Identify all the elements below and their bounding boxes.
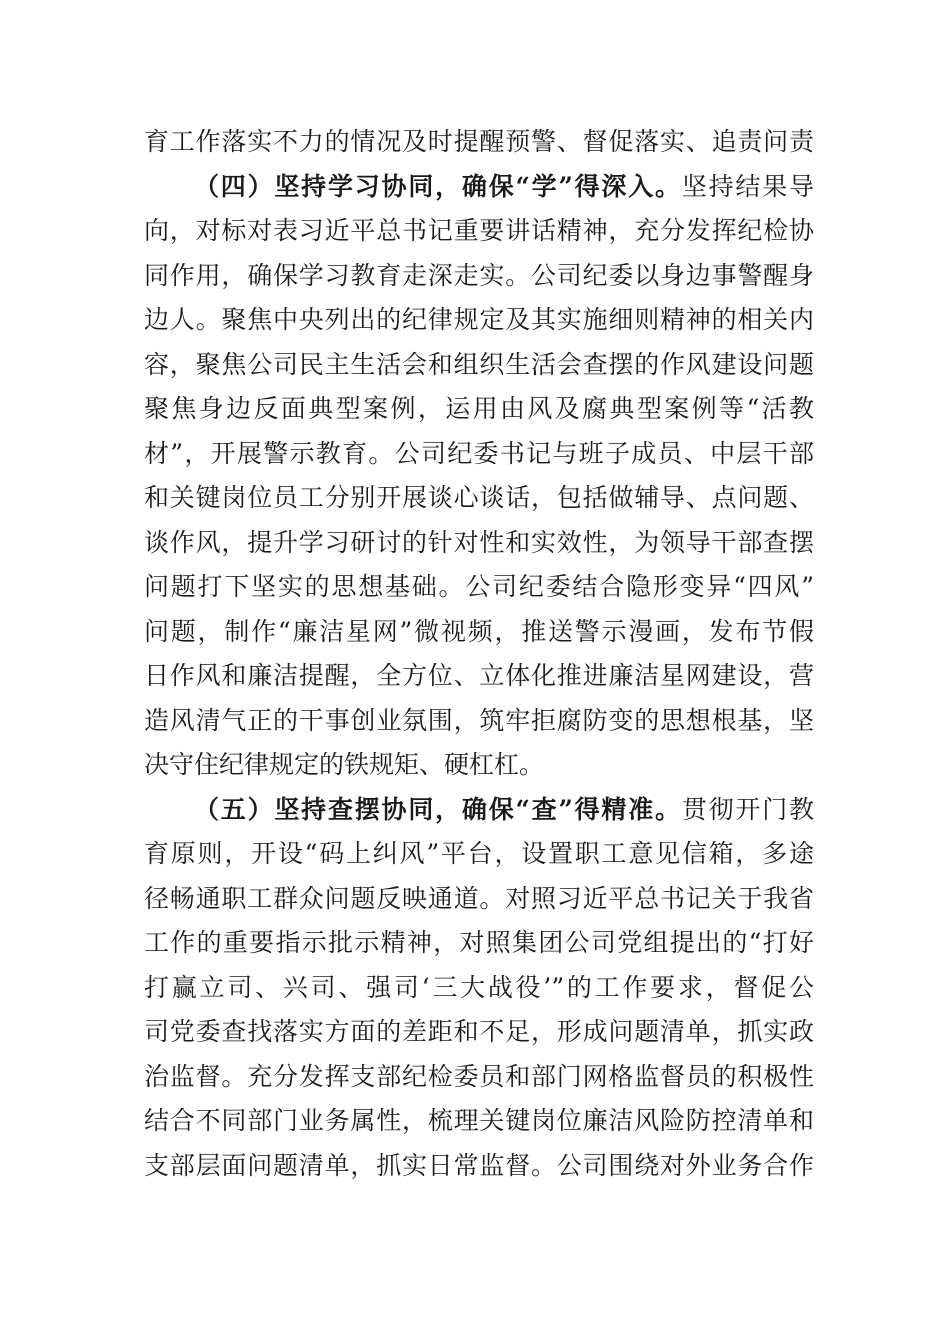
section-4-line: 问题，制作“廉洁星网”微视频，推送警示漫画，发布节假 xyxy=(144,617,814,646)
section-5-line: 结合不同部门业务属性，梳理关键岗位廉洁风险防控清单和 xyxy=(144,1106,814,1135)
section-5-first-line xyxy=(194,789,814,831)
section-4-last-line: 决守住纪律规定的铁规矩、硬杠杠。 xyxy=(144,750,545,779)
section-5-line: 司党委查找落实方面的差距和不足，形成问题清单，抓实政 xyxy=(144,1017,814,1046)
section-5-line: 支部层面问题清单，抓实日常监督。公司围绕对外业务合作 xyxy=(144,1151,814,1180)
section-4-line: 谈作风，提升学习研讨的针对性和实效性，为领导干部查摆 xyxy=(144,528,814,557)
section-4-line: 日作风和廉洁提醒，全方位、立体化推进廉洁星网建设，营 xyxy=(144,661,814,690)
section-4-first-line-text: 坚持结果导 xyxy=(681,172,814,201)
paragraph-tail-line: 育工作落实不力的情况及时提醒预警、督促落实、追责问责 xyxy=(144,127,814,156)
section-4-line: 同作用，确保学习教育走深走实。公司纪委以身边事警醒身 xyxy=(144,261,814,290)
section-4-line: 材”，开展警示教育。公司纪委书记与班子成员、中层干部 xyxy=(144,439,814,468)
section-4-line: 造风清气正的干事创业氛围，筑牢拒腐防变的思想根基，坚 xyxy=(144,706,814,735)
section-5-first-line-text: 贯彻开门教 xyxy=(681,795,814,824)
section-5-heading: （五）坚持查摆协同，确保“查”得精准。 xyxy=(194,795,682,824)
section-4-line: 聚焦身边反面典型案例，运用由风及腐典型案例等“活教 xyxy=(144,394,814,423)
section-4-line: 和关键岗位员工分别开展谈心谈话，包括做辅导、点问题、 xyxy=(144,483,814,512)
section-5-line: 径畅通职工群众问题反映通道。对照习近平总书记关于我省 xyxy=(144,884,814,913)
section-4-first-line xyxy=(194,166,814,208)
section-4-line: 问题打下坚实的思想基础。公司纪委结合隐形变异“四风” xyxy=(144,572,814,601)
section-4-line: 边人。聚焦中央列出的纪律规定及其实施细则精神的相关内 xyxy=(144,305,814,334)
section-5-line: 治监督。充分发挥支部纪检委员和部门网格监督员的积极性 xyxy=(144,1062,814,1091)
section-5-line: 打赢立司、兴司、强司‘三大战役’”的工作要求，督促公 xyxy=(144,973,814,1002)
section-5-line: 育原则，开设“码上纠风”平台，设置职工意见信箱，多途 xyxy=(144,839,814,868)
section-4-line: 向，对标对表习近平总书记重要讲话精神，充分发挥纪检协 xyxy=(144,216,814,245)
section-4-heading: （四）坚持学习协同，确保“学”得深入。 xyxy=(194,172,682,201)
section-4-line: 容，聚焦公司民主生活会和组织生活会查摆的作风建设问题 xyxy=(144,350,814,379)
section-5-line: 工作的重要指示批示精神，对照集团公司党组提出的“打好 xyxy=(144,928,814,957)
